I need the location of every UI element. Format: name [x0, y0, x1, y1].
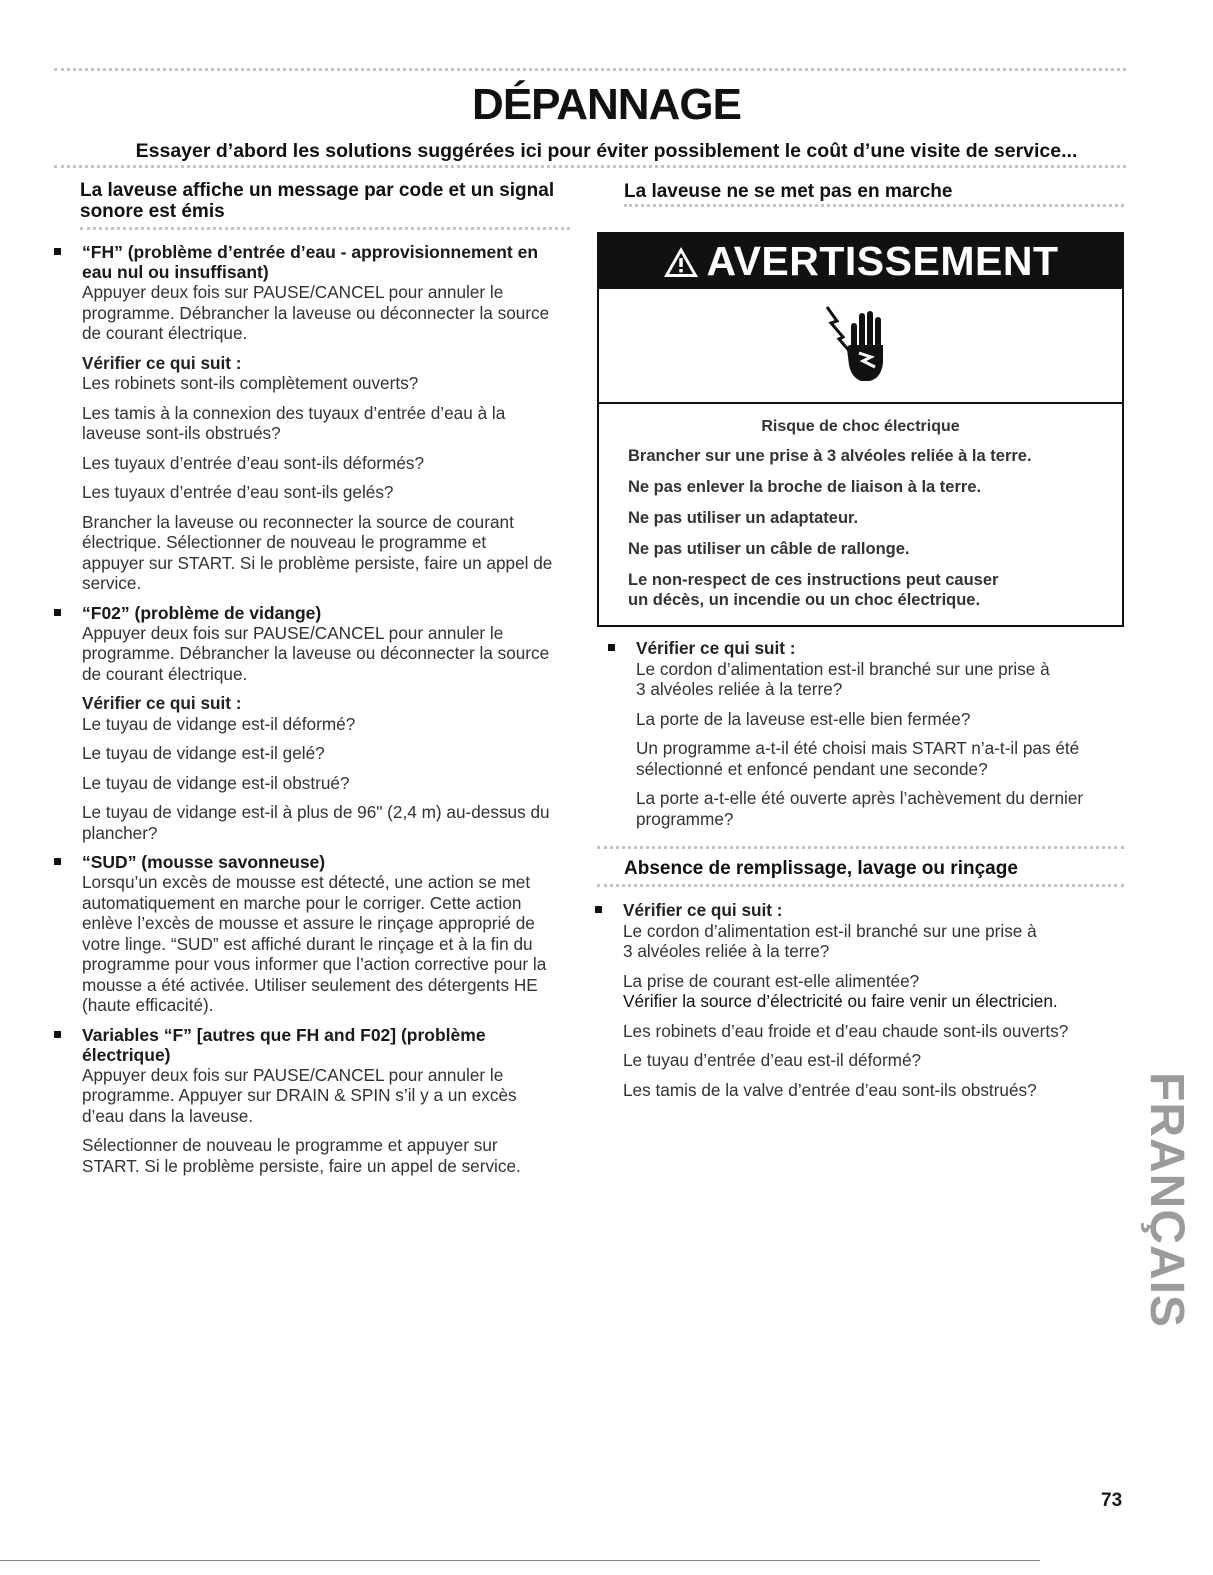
warning-line: Le non-respect de ces instructions peut causer un décès, un incendie ou un choc électrique.: [628, 571, 999, 609]
bullet-icon: [54, 1031, 61, 1038]
check-label: Vérifier ce qui suit :: [82, 693, 242, 713]
bullet-icon: [54, 858, 61, 865]
right-checks-2: [595, 900, 1124, 1100]
check-line: Les tamis à la connexion des tuyaux d’entrée d’eau à la laveuse sont-ils obstrués?: [82, 402, 506, 443]
check-line: Les tuyaux d’entrée d’eau sont-ils déformés?: [82, 452, 425, 473]
bullet-icon: [595, 906, 602, 913]
list-item-sud: [54, 852, 574, 1016]
bullet-icon: [54, 609, 61, 616]
check-line: Les tamis de la valve d’entrée d’eau sont-ils obstrués?: [623, 1079, 1037, 1100]
item-body: Appuyer deux fois sur PAUSE/CANCEL pour annuler le programme. Débrancher la laveuse ou déconnecter la source de courant électrique.: [82, 622, 550, 684]
item-heading: Variables “F” [autres que FH and F02] (problème électrique): [82, 1024, 486, 1065]
page-subtitle: Essayer d’abord les solutions suggérées ici pour éviter possiblement le coût d’une visite de service...: [135, 140, 1078, 162]
item-body: Lorsqu’un excès de mousse est détecté, une action se met automatiquement en marche pour le corriger. Cette action enlève l’excès de mousse et assure le rinçage approprié de votre linge. “SUD” est affiché durant le rinçage et à la fin du programme pour vous informer que l’action corrective pour la mousse a été activée. Utiliser seulement des détergents HE (haute efficacité).: [82, 872, 547, 1015]
check-line: Sélectionner de nouveau le programme et appuyer sur START. Si le problème persiste, faire un appel de service.: [82, 1135, 521, 1176]
electric-shock-hand-icon: [821, 301, 901, 391]
page-number: 73: [1101, 1490, 1123, 1511]
check-line: Le tuyau de vidange est-il obstrué?: [82, 772, 350, 793]
check-line: Le tuyau de vidange est-il gelé?: [82, 743, 325, 763]
warning-risk: Risque de choc électrique: [761, 418, 960, 435]
subtitle-rule: [54, 165, 1126, 168]
item-body: Appuyer deux fois sur PAUSE/CANCEL pour annuler le programme. Appuyer sur DRAIN & SPIN s’il y a un excès d’eau dans la laveuse.: [82, 1064, 517, 1126]
bullet-icon: [54, 248, 61, 255]
check-label: Vérifier ce qui suit :: [636, 638, 796, 658]
check-line: Les robinets sont-ils complètement ouverts?: [82, 373, 419, 393]
right-heading-rule: [624, 204, 1124, 207]
warning-text: [599, 417, 1122, 610]
right-section-heading-2: Absence de remplissage, lavage ou rinçage: [624, 858, 1018, 879]
warning-triangle-icon: [663, 246, 699, 278]
left-section-heading: La laveuse affiche un message par code et un signal sonore est émis: [80, 180, 555, 222]
check-line: Le tuyau de vidange est-il déformé?: [82, 713, 356, 734]
right-heading2-bottom-rule: [597, 884, 1124, 887]
check-line: La prise de courant est-elle alimentée? Vérifier la source d’électricité ou faire venir un électricien.: [623, 970, 1058, 1011]
check-line: Les tuyaux d’entrée d’eau sont-ils gelés?: [82, 482, 394, 502]
check-line: Le cordon d’alimentation est-il branché sur une prise à 3 alvéoles reliée à la terre?: [623, 920, 1037, 961]
check-label: Vérifier ce qui suit :: [623, 900, 783, 920]
bottom-rule: [0, 1560, 1040, 1561]
page-title: DÉPANNAGE: [472, 80, 741, 129]
check-line: Un programme a-t-il été choisi mais START n’a-t-il pas été sélectionné et enfoncé pendant une seconde?: [636, 738, 1080, 779]
check-line: La porte de la laveuse est-elle bien fermée?: [636, 708, 971, 729]
list-item-check: [608, 638, 1124, 829]
check-line: Le tuyau d’entrée d’eau est-il déformé?: [623, 1050, 922, 1070]
warning-word: AVERTISSEMENT: [706, 238, 1059, 284]
check-line: Brancher la laveuse ou reconnecter la source de courant électrique. Sélectionner de nouveau le programme et appuyer sur START. Si le problème persiste, faire un appel de service.: [82, 511, 553, 593]
bullet-icon: [608, 644, 615, 651]
left-column: [54, 180, 574, 222]
warning-line: Ne pas enlever la broche de liaison à la terre.: [628, 478, 982, 496]
item-heading: “F02” (problème de vidange): [82, 602, 322, 623]
check-line: La porte a-t-elle été ouverte après l’achèvement du dernier programme?: [636, 788, 1084, 829]
check-label: Vérifier ce qui suit :: [82, 352, 242, 373]
warning-line: Ne pas utiliser un adaptateur.: [628, 509, 859, 527]
list-item-variables-f: [54, 1025, 574, 1177]
check-line: Le tuyau de vidange est-il à plus de 96" (2,4 m) au-dessus du plancher?: [82, 802, 550, 843]
right-checks-1: [608, 638, 1124, 829]
list-item-f02: [54, 603, 574, 844]
warning-pictogram: [599, 289, 1122, 404]
item-heading: “SUD” (mousse savonneuse): [82, 852, 326, 872]
warning-box: [597, 232, 1124, 627]
left-items: [54, 242, 574, 1176]
check-line: Les robinets d’eau froide et d’eau chaude sont-ils ouverts?: [623, 1020, 1069, 1041]
language-side-tab: [1140, 1072, 1205, 1362]
warning-line: Ne pas utiliser un câble de rallonge.: [628, 540, 910, 558]
check-line: Le cordon d’alimentation est-il branché sur une prise à 3 alvéoles reliée à la terre?: [636, 658, 1050, 699]
item-heading: “FH” (problème d’entrée d’eau - approvisionnement en eau nul ou insuffisant): [82, 242, 539, 282]
list-item-check: [595, 900, 1124, 1100]
warning-line: Brancher sur une prise à 3 alvéoles reliée à la terre.: [628, 447, 1032, 465]
right-section-heading: La laveuse ne se met pas en marche: [624, 181, 953, 202]
right-heading2-top-rule: [597, 846, 1124, 849]
item-body: Appuyer deux fois sur PAUSE/CANCEL pour annuler le programme. Débrancher la laveuse ou déconnecter la source de courant électrique.: [82, 282, 550, 343]
list-item-fh: [54, 242, 574, 594]
left-heading-rule: [80, 227, 570, 230]
warning-banner: [599, 234, 1122, 289]
language-label: FRANÇAIS: [1140, 1072, 1193, 1328]
top-rule: [54, 68, 1126, 71]
